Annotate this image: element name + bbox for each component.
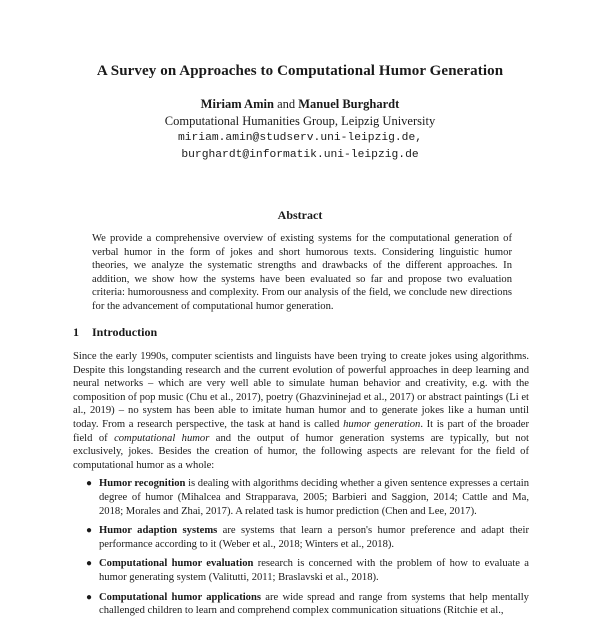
author-line [0, 96, 600, 113]
author-name: Manuel Burghardt [298, 97, 400, 111]
author-email: burghardt@informatik.uni-leipzig.de [181, 149, 419, 161]
list-item [86, 591, 529, 618]
paper-title: A Survey on Approaches to Computational Humor Generation [96, 63, 504, 79]
abstract-text: We provide a comprehensive overview of existing systems for the computational generation of verbal humor in the form of jokes and short humorous texts. Considering linguistic humor theories, we analyze the systematic strengths and drawbacks of the different approaches. In addition, we show how the systems have been evaluated so far and propose two evaluation criteria: humorousness and complexity. From our analysis of the field, we conclude new directions for the advancement of computational humor generation. [92, 233, 512, 312]
author-block [0, 96, 600, 164]
intro-paragraph [73, 350, 529, 472]
section-body [73, 350, 529, 624]
aspect-list [73, 477, 529, 617]
emphasis-text: humor generation [343, 418, 421, 430]
author-email: miriam.amin@studserv.uni-leipzig.de, [177, 132, 423, 144]
paragraph-text: . It is part of the broader field of [73, 418, 529, 444]
item-term: Computational humor applications [99, 591, 261, 603]
bullet-icon: ● [86, 591, 93, 603]
list-item [86, 477, 530, 518]
emphasis-text: computational humor [114, 432, 210, 444]
bullet-icon: ● [86, 478, 93, 490]
item-text: research is concerned with the problem of how to evaluate a humor generating system (Valitutti, 2011; Braslavski et al., 2018). [99, 558, 529, 583]
item-term: Humor adaption systems [99, 525, 218, 537]
abstract-heading: Abstract [277, 208, 323, 222]
paragraph-text: and the output of humor generation systems are typically, but not exclusively, jokes. Besides the creation of humor, the following aspects are relevant for the field of computational humor as a whole: [73, 432, 529, 471]
bullet-icon: ● [86, 525, 93, 537]
section-title: Introduction [92, 325, 158, 339]
bullet-icon: ● [86, 558, 93, 570]
item-term: Computational humor evaluation [99, 558, 254, 570]
item-term: Humor recognition [99, 478, 186, 490]
author-conjunction: and [277, 97, 296, 111]
affiliation: Computational Humanities Group, Leipzig University [164, 114, 436, 128]
author-name: Miriam Amin [200, 97, 274, 111]
section-heading [73, 325, 157, 340]
item-text: are systems that learn a person's humor preference and adapt their performance according to it (Weber et al., 2018; Winters et al., 2018). [99, 525, 529, 550]
paragraph-text: Since the early 1990s, computer scientists and linguists have been trying to create jokes using algorithms. Despite this longstanding research and the current evolution of powerful approaches in deep learning and neural networks – which are very well able to simulate human behavior and creativity, e.g. with the composition of pop music (Chu et al., 2017), poetry (Ghazvininejad et al., 2017) or abstract paintings (Li et al., 2019) – no system has been able to imitate human humor and to generate jokes like a human until today. From a research perspective, the task at hand is called [73, 351, 529, 430]
item-text: are wide spread and range from systems that help mentally challenged children to learn and comprehend complex communication situations (Ritchie et al., [99, 591, 529, 617]
item-text: is dealing with algorithms deciding whether a given sentence expresses a certain degree of humor (Mihalcea and Strapparava, 2005; Barbieri and Saggion, 2014; Cattle and Ma, 2018; Morales and Zhai, 2017). A related task is humor prediction (Chen and Lee, 2017). [99, 478, 530, 517]
section-number: 1 [73, 325, 79, 339]
list-item [86, 524, 529, 551]
list-item [86, 557, 529, 584]
